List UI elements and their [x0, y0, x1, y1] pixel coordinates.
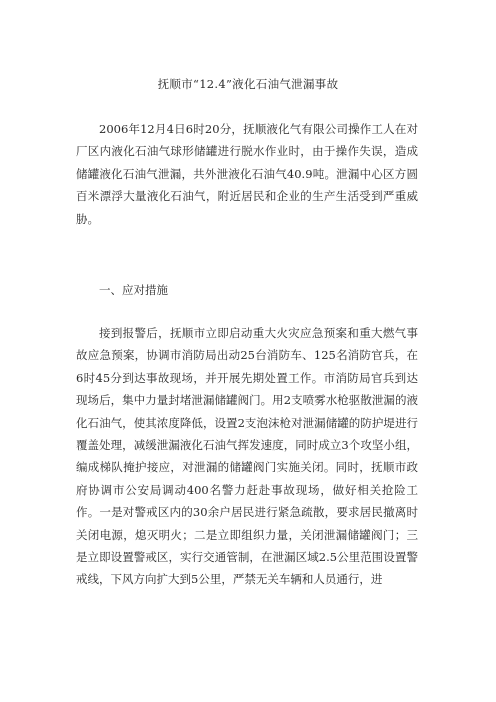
document-title: 抚顺市“12.4”液化石油气泄漏事故 [157, 77, 339, 91]
section-heading: 一、应对措施 [99, 283, 168, 297]
intro-paragraph: 2006年12月4日6时20分，抚顺液化气有限公司操作工人在对厂区内液化石油气球形储罐进行脱水作业时，由于操作失误，造成储罐液化石油气泄漏，共外泄液化石油气40.9吨。泄漏中心区方圆百米漂浮大量液化石油气，附近居民和企业的生产生活受到严重威胁。 [76, 122, 418, 226]
section-paragraph: 接到报警后，抚顺市立即启动重大火灾应急预案和重大燃气事故应急预案，协调市消防局出动25台消防车、125名消防官兵，在6时45分到达事故现场，并开展先期处置工作。市消防局官兵到达现场后，集中力量封堵泄漏储罐阀门。用2支喷雾水枪驱散泄漏的液化石油气，使其浓度降低，设置2支泡沫枪对泄漏储罐的防护堤进行覆盖处理，减缓泄漏液化石油气挥发速度，同时成立3个攻坚小组，编成梯队掩护接应，对泄漏的储罐阀门实施关闭。同时，抚顺市政府协调市公安局调动400名警力赶赴事故现场，做好相关抢险工作。一是对警戒区内的30余户居民进行紧急疏散，要求居民撤离时关闭电源，熄灭明火；二是立即组织力量，关闭泄漏储罐阀门；三是立即设置警戒区，实行交通管制，在泄漏区域2.5公里范围设置警戒线，下风方向扩大到5公里，严禁无关车辆和人员通行，进 [76, 326, 418, 587]
